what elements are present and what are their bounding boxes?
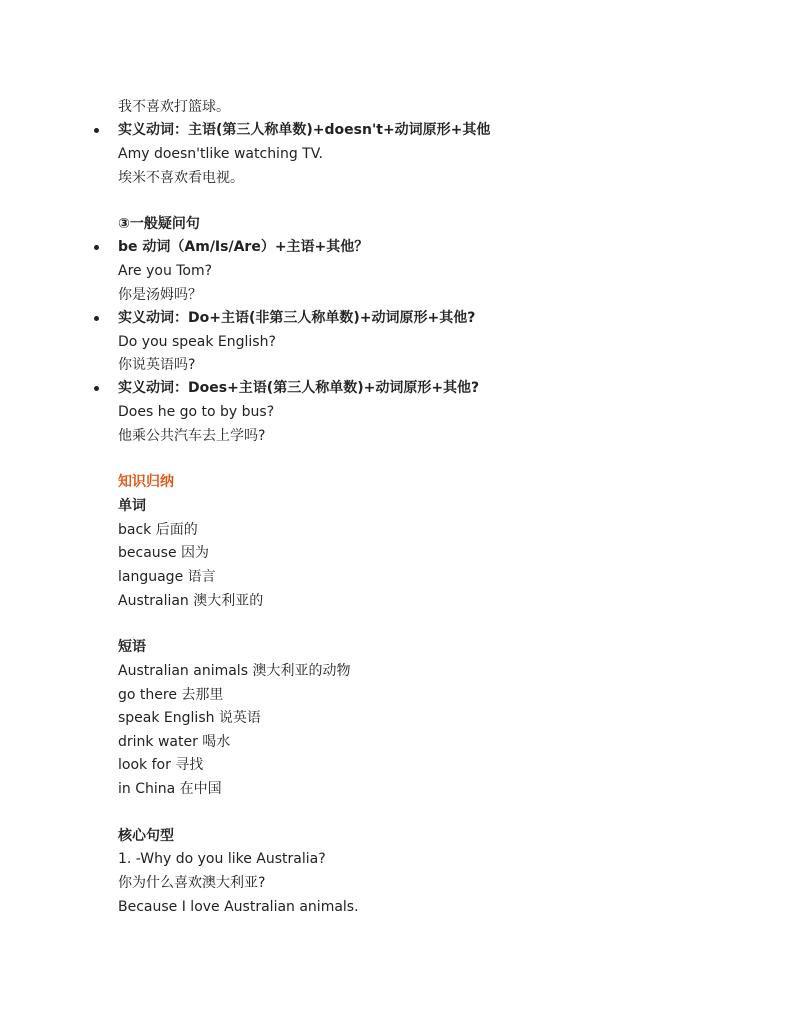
rule-do-question: 实义动词：Do+主语(非第三人称单数)+动词原形+其他?	[118, 310, 476, 326]
phrase-item: in China 在中国	[118, 781, 222, 797]
vocab-item: language 语言	[118, 569, 216, 585]
bullet-icon	[94, 316, 99, 321]
bullet-icon	[94, 386, 99, 391]
phrase-item: go there 去那里	[118, 687, 224, 703]
rule-does-question: 实义动词：Does+主语(第三人称单数)+动词原形+其他?	[118, 380, 480, 396]
example-translation: 他乘公共汽车去上学吗?	[118, 428, 266, 444]
vocab-item: back 后面的	[118, 522, 198, 538]
bullet-icon	[94, 245, 99, 250]
sentence-pattern-question: 1. -Why do you like Australia?	[118, 851, 326, 867]
phrase-item: speak English 说英语	[118, 710, 261, 726]
rule-be-verb-question: be 动词（Am/Is/Are）+主语+其他？	[118, 239, 369, 255]
bullet-icon	[94, 128, 99, 133]
rule-negative-does: 实义动词：主语(第三人称单数)+doesn't+动词原形+其他	[118, 122, 491, 138]
section-title-knowledge-summary: 知识归纳	[118, 474, 174, 490]
section-heading-general-questions: ③一般疑问句	[118, 216, 200, 232]
subheading-words: 单词	[118, 498, 146, 514]
example-sentence: Do you speak English?	[118, 334, 276, 350]
example-translation: 埃米不喜欢看电视。	[118, 170, 244, 186]
vocab-item: because 因为	[118, 545, 210, 561]
example-translation: 你说英语吗?	[118, 357, 196, 373]
sentence-pattern-translation: 你为什么喜欢澳大利亚?	[118, 875, 266, 891]
example-sentence: Are you Tom?	[118, 263, 213, 279]
example-sentence: Does he go to by bus?	[118, 404, 275, 420]
subheading-core-sentences: 核心句型	[118, 828, 174, 844]
example-sentence: Amy doesn'tlike watching TV.	[118, 146, 323, 162]
phrase-item: Australian animals 澳大利亚的动物	[118, 663, 351, 679]
vocab-item: Australian 澳大利亚的	[118, 593, 264, 609]
example-translation: 我不喜欢打篮球。	[118, 99, 230, 115]
phrase-item: look for 寻找	[118, 757, 204, 773]
phrase-item: drink water 喝水	[118, 734, 231, 750]
sentence-pattern-answer: Because I love Australian animals.	[118, 899, 359, 915]
subheading-phrases: 短语	[118, 639, 146, 655]
example-translation: 你是汤姆吗？	[118, 287, 202, 303]
